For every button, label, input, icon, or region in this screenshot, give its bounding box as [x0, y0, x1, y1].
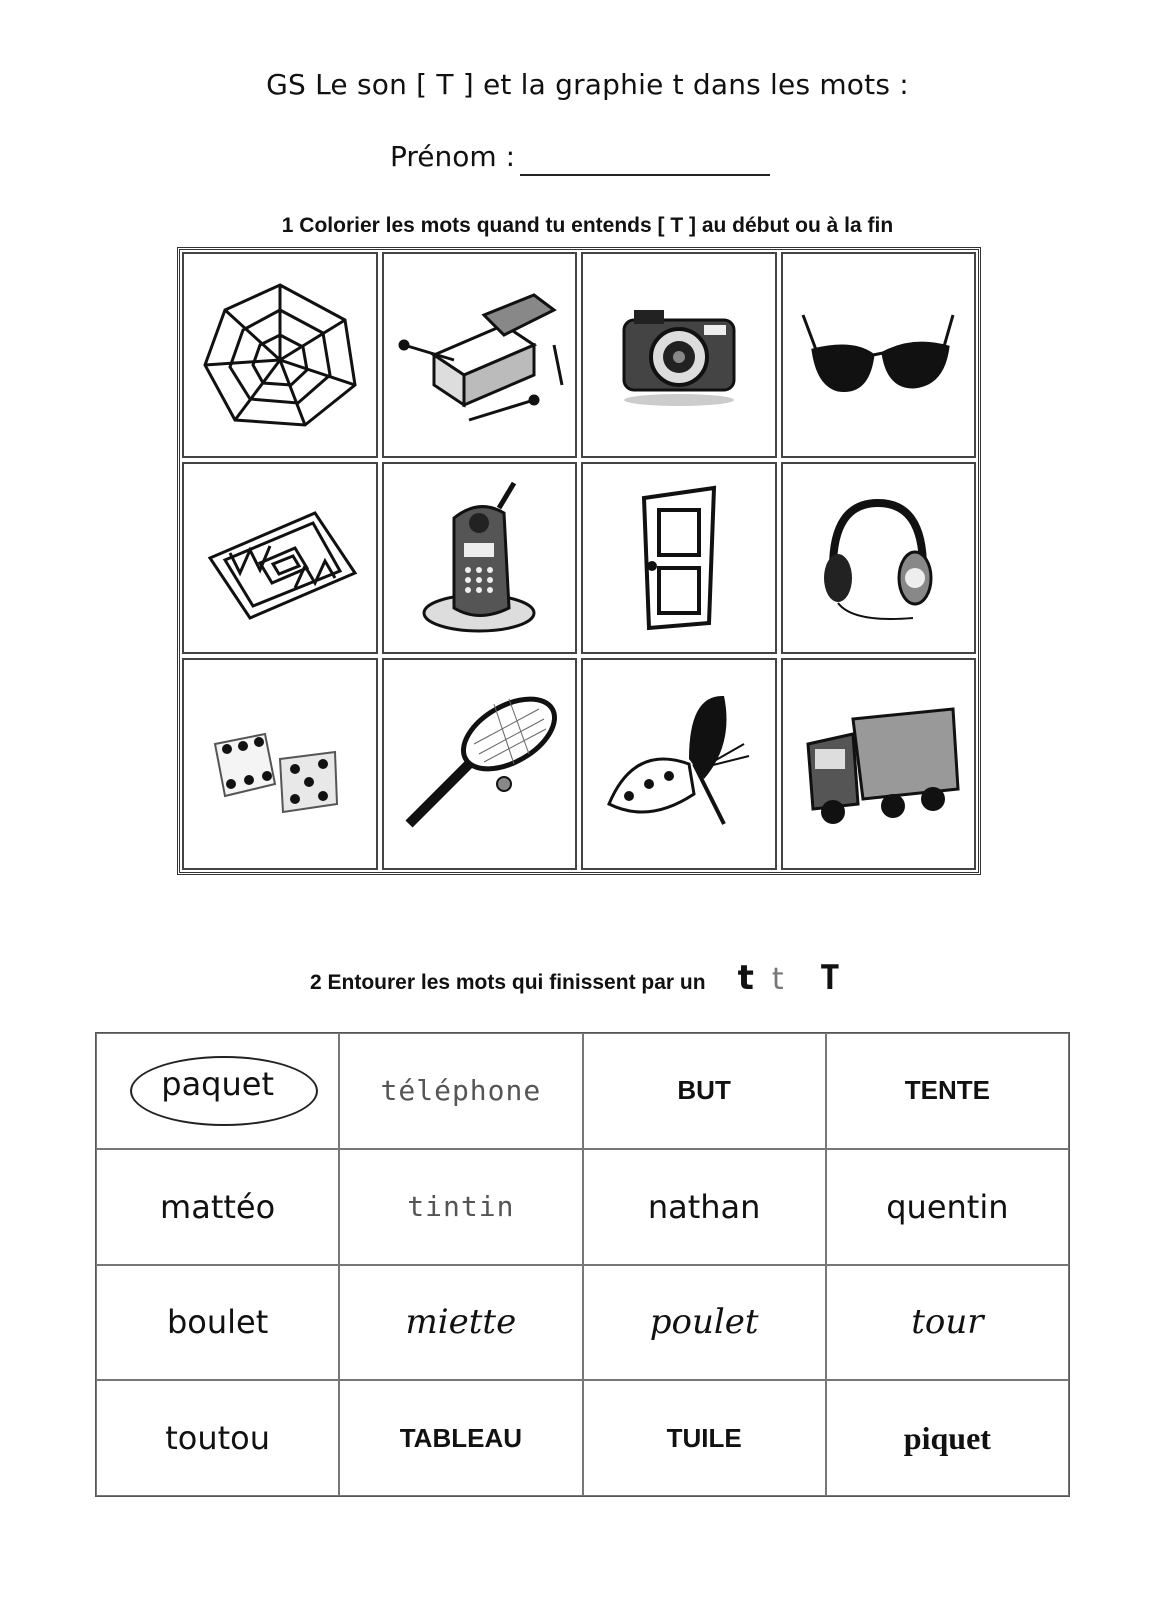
word-cell[interactable]	[826, 1265, 1069, 1381]
picture-cell[interactable]	[581, 462, 777, 654]
letter-t-capital: T	[819, 958, 841, 998]
word-cell[interactable]	[96, 1265, 339, 1381]
word: TABLEAU	[399, 1422, 523, 1453]
picture-cell[interactable]	[781, 462, 977, 654]
word-grid	[95, 1032, 1070, 1497]
dice-icon	[195, 684, 365, 844]
telephone-icon	[394, 478, 564, 638]
word-cell[interactable]	[583, 1149, 826, 1265]
word-cell[interactable]	[583, 1380, 826, 1496]
word-cell[interactable]	[826, 1033, 1069, 1149]
name-input-line[interactable]	[520, 174, 770, 176]
example-circle	[130, 1056, 318, 1126]
word-cell[interactable]	[826, 1380, 1069, 1496]
sunglasses-icon	[793, 275, 963, 435]
word: miette	[405, 1302, 517, 1343]
word: piquet	[903, 1419, 991, 1456]
word-cell[interactable]	[583, 1265, 826, 1381]
spider-web-icon	[195, 275, 365, 435]
rug-icon	[195, 478, 365, 638]
exercise-2-instruction-text: 2 Entourer les mots qui finissent par un	[310, 971, 706, 994]
word: TENTE	[904, 1075, 990, 1106]
word: toutou	[165, 1419, 271, 1458]
word-cell[interactable]	[96, 1149, 339, 1265]
word: poulet	[649, 1302, 759, 1343]
word: tour	[911, 1302, 984, 1343]
word-cell[interactable]	[96, 1380, 339, 1496]
picture-grid	[177, 247, 981, 875]
word: BUT	[677, 1075, 731, 1106]
word: mattéo	[160, 1187, 276, 1226]
word: paquet	[161, 1064, 274, 1103]
headphones-icon	[793, 478, 963, 638]
word: tintin	[407, 1190, 515, 1224]
worksheet-title: GS Le son [ T ] et la graphie t dans les mots :	[266, 68, 909, 101]
picture-cell[interactable]	[182, 658, 378, 870]
letter-t-outline: t	[771, 962, 784, 997]
word-cell[interactable]	[339, 1380, 582, 1496]
name-label: Prénom :	[390, 140, 516, 173]
letter-t-bold: t	[737, 958, 754, 998]
camera-icon	[594, 275, 764, 435]
word: quentin	[886, 1187, 1009, 1226]
word: boulet	[166, 1303, 269, 1342]
word-cell[interactable]	[339, 1149, 582, 1265]
word: TUILE	[666, 1422, 742, 1453]
picture-cell[interactable]	[781, 252, 977, 458]
word-cell[interactable]	[339, 1265, 582, 1381]
butterfly-icon	[594, 684, 764, 844]
exercise-2-instruction	[310, 958, 840, 998]
picture-cell[interactable]	[581, 658, 777, 870]
picture-cell[interactable]	[182, 462, 378, 654]
word-cell[interactable]	[583, 1033, 826, 1149]
door-icon	[594, 478, 764, 638]
picture-cell[interactable]	[182, 252, 378, 458]
picture-cell[interactable]	[382, 252, 578, 458]
word: téléphone	[380, 1074, 542, 1108]
word: nathan	[647, 1187, 761, 1226]
word-cell[interactable]	[96, 1033, 339, 1149]
tennis-racket-icon	[394, 684, 564, 844]
picture-cell[interactable]	[781, 658, 977, 870]
matchbox-icon	[394, 275, 564, 435]
picture-cell[interactable]	[581, 252, 777, 458]
picture-cell[interactable]	[382, 462, 578, 654]
exercise-1-instruction: 1 Colorier les mots quand tu entends [ T ] au début ou à la fin	[281, 214, 894, 237]
word-cell[interactable]	[826, 1149, 1069, 1265]
truck-icon	[793, 684, 963, 844]
picture-cell[interactable]	[382, 658, 578, 870]
word-cell[interactable]	[339, 1033, 582, 1149]
